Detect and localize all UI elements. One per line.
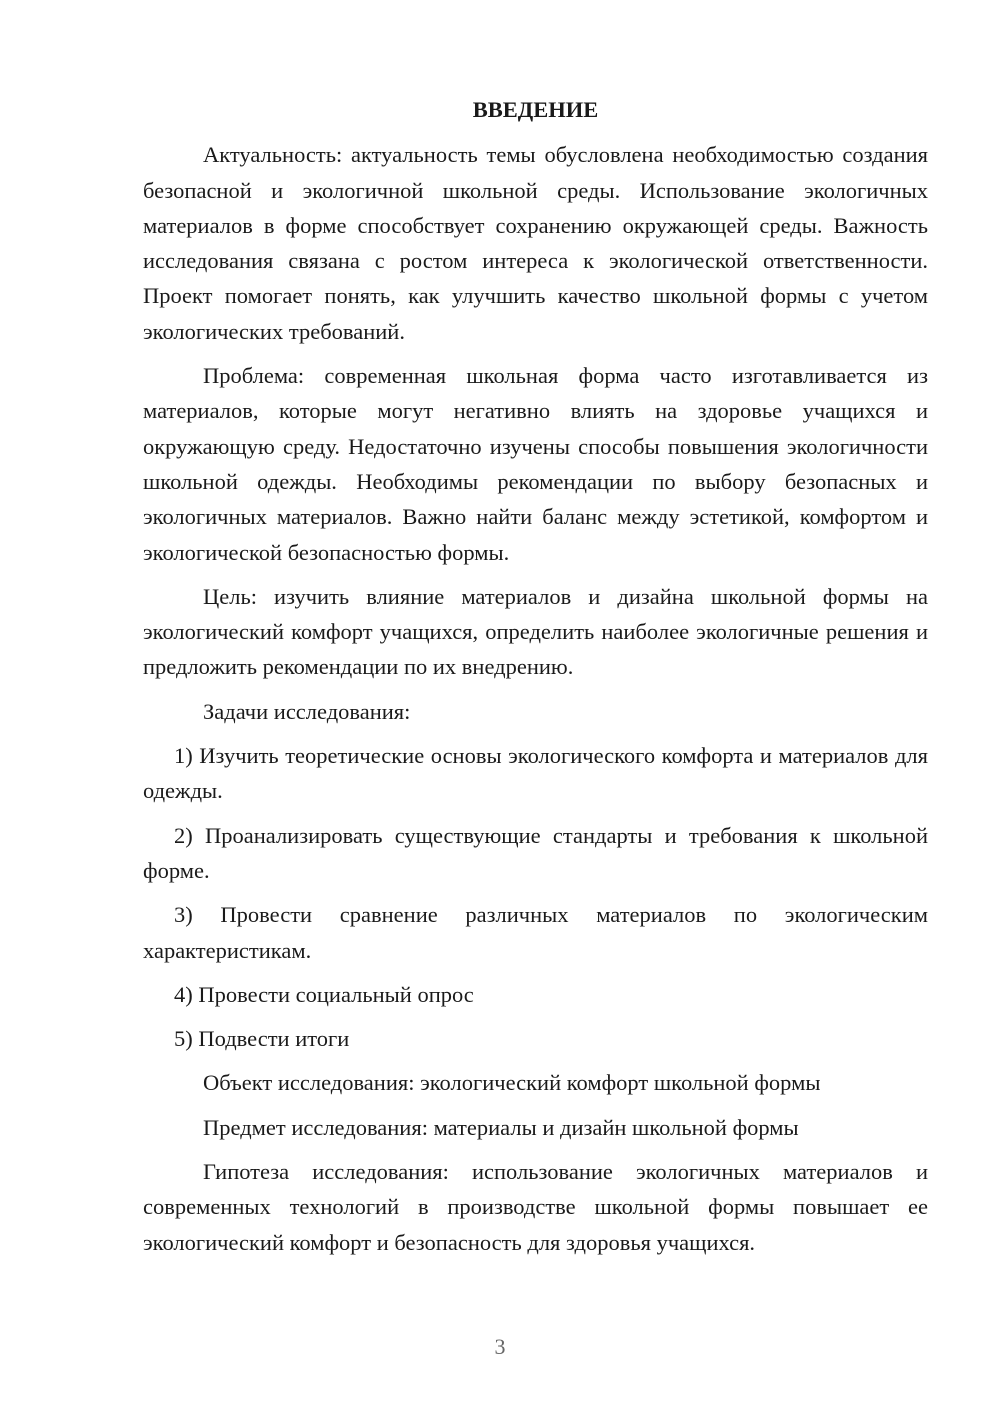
problem-paragraph: Проблема: современная школьная форма часто изготавливается из материалов, которые могут негативно влиять на здоровье учащихся и окружающую среду. Недостаточно изучены способы повышения экологичности школьной одежды. Необходимы рекомендации по выбору безопасных и экологичных материалов. Важно найти баланс между эстетикой, комфортом и экологической безопасностью формы.: [143, 363, 928, 565]
hypothesis-paragraph: Гипотеза исследования: использование экологичных материалов и современных технологий в производстве школьной формы повышает ее экологический комфорт и безопасность для здоровья учащихся.: [143, 1159, 928, 1255]
document-page: [143, 92, 928, 1269]
relevance-paragraph: Актуальность: актуальность темы обусловлена необходимостью создания безопасной и экологичной школьной среды. Использование экологичных материалов в форме способствует сохранению окружающей среды. Важность исследования связана с ростом интереса к экологической ответственности. Проект помогает понять, как улучшить качество школьной формы с учетом экологических требований.: [143, 142, 928, 344]
task-item-1: 1) Изучить теоретические основы экологического комфорта и материалов для одежды.: [143, 743, 928, 804]
goal-paragraph: Цель: изучить влияние материалов и дизайна школьной формы на экологический комфорт учащихся, определить наиболее экологичные решения и предложить рекомендации по их внедрению.: [143, 583, 928, 680]
subject-paragraph: Предмет исследования: материалы и дизайн школьной формы: [203, 1114, 799, 1140]
task-item-4: 4) Провести социальный опрос: [174, 981, 474, 1007]
page-title: ВВЕДЕНИЕ: [472, 97, 599, 122]
task-item-3: 3) Провести сравнение различных материалов по экологическим характеристикам.: [143, 902, 928, 963]
task-item-2: 2) Проанализировать существующие стандарты и требования к школьной форме.: [143, 822, 928, 883]
object-paragraph: Объект исследования: экологический комфорт школьной формы: [203, 1070, 821, 1096]
page-number: 3: [494, 1334, 506, 1359]
task-item-5: 5) Подвести итоги: [174, 1026, 350, 1052]
tasks-heading: Задачи исследования:: [203, 698, 411, 724]
